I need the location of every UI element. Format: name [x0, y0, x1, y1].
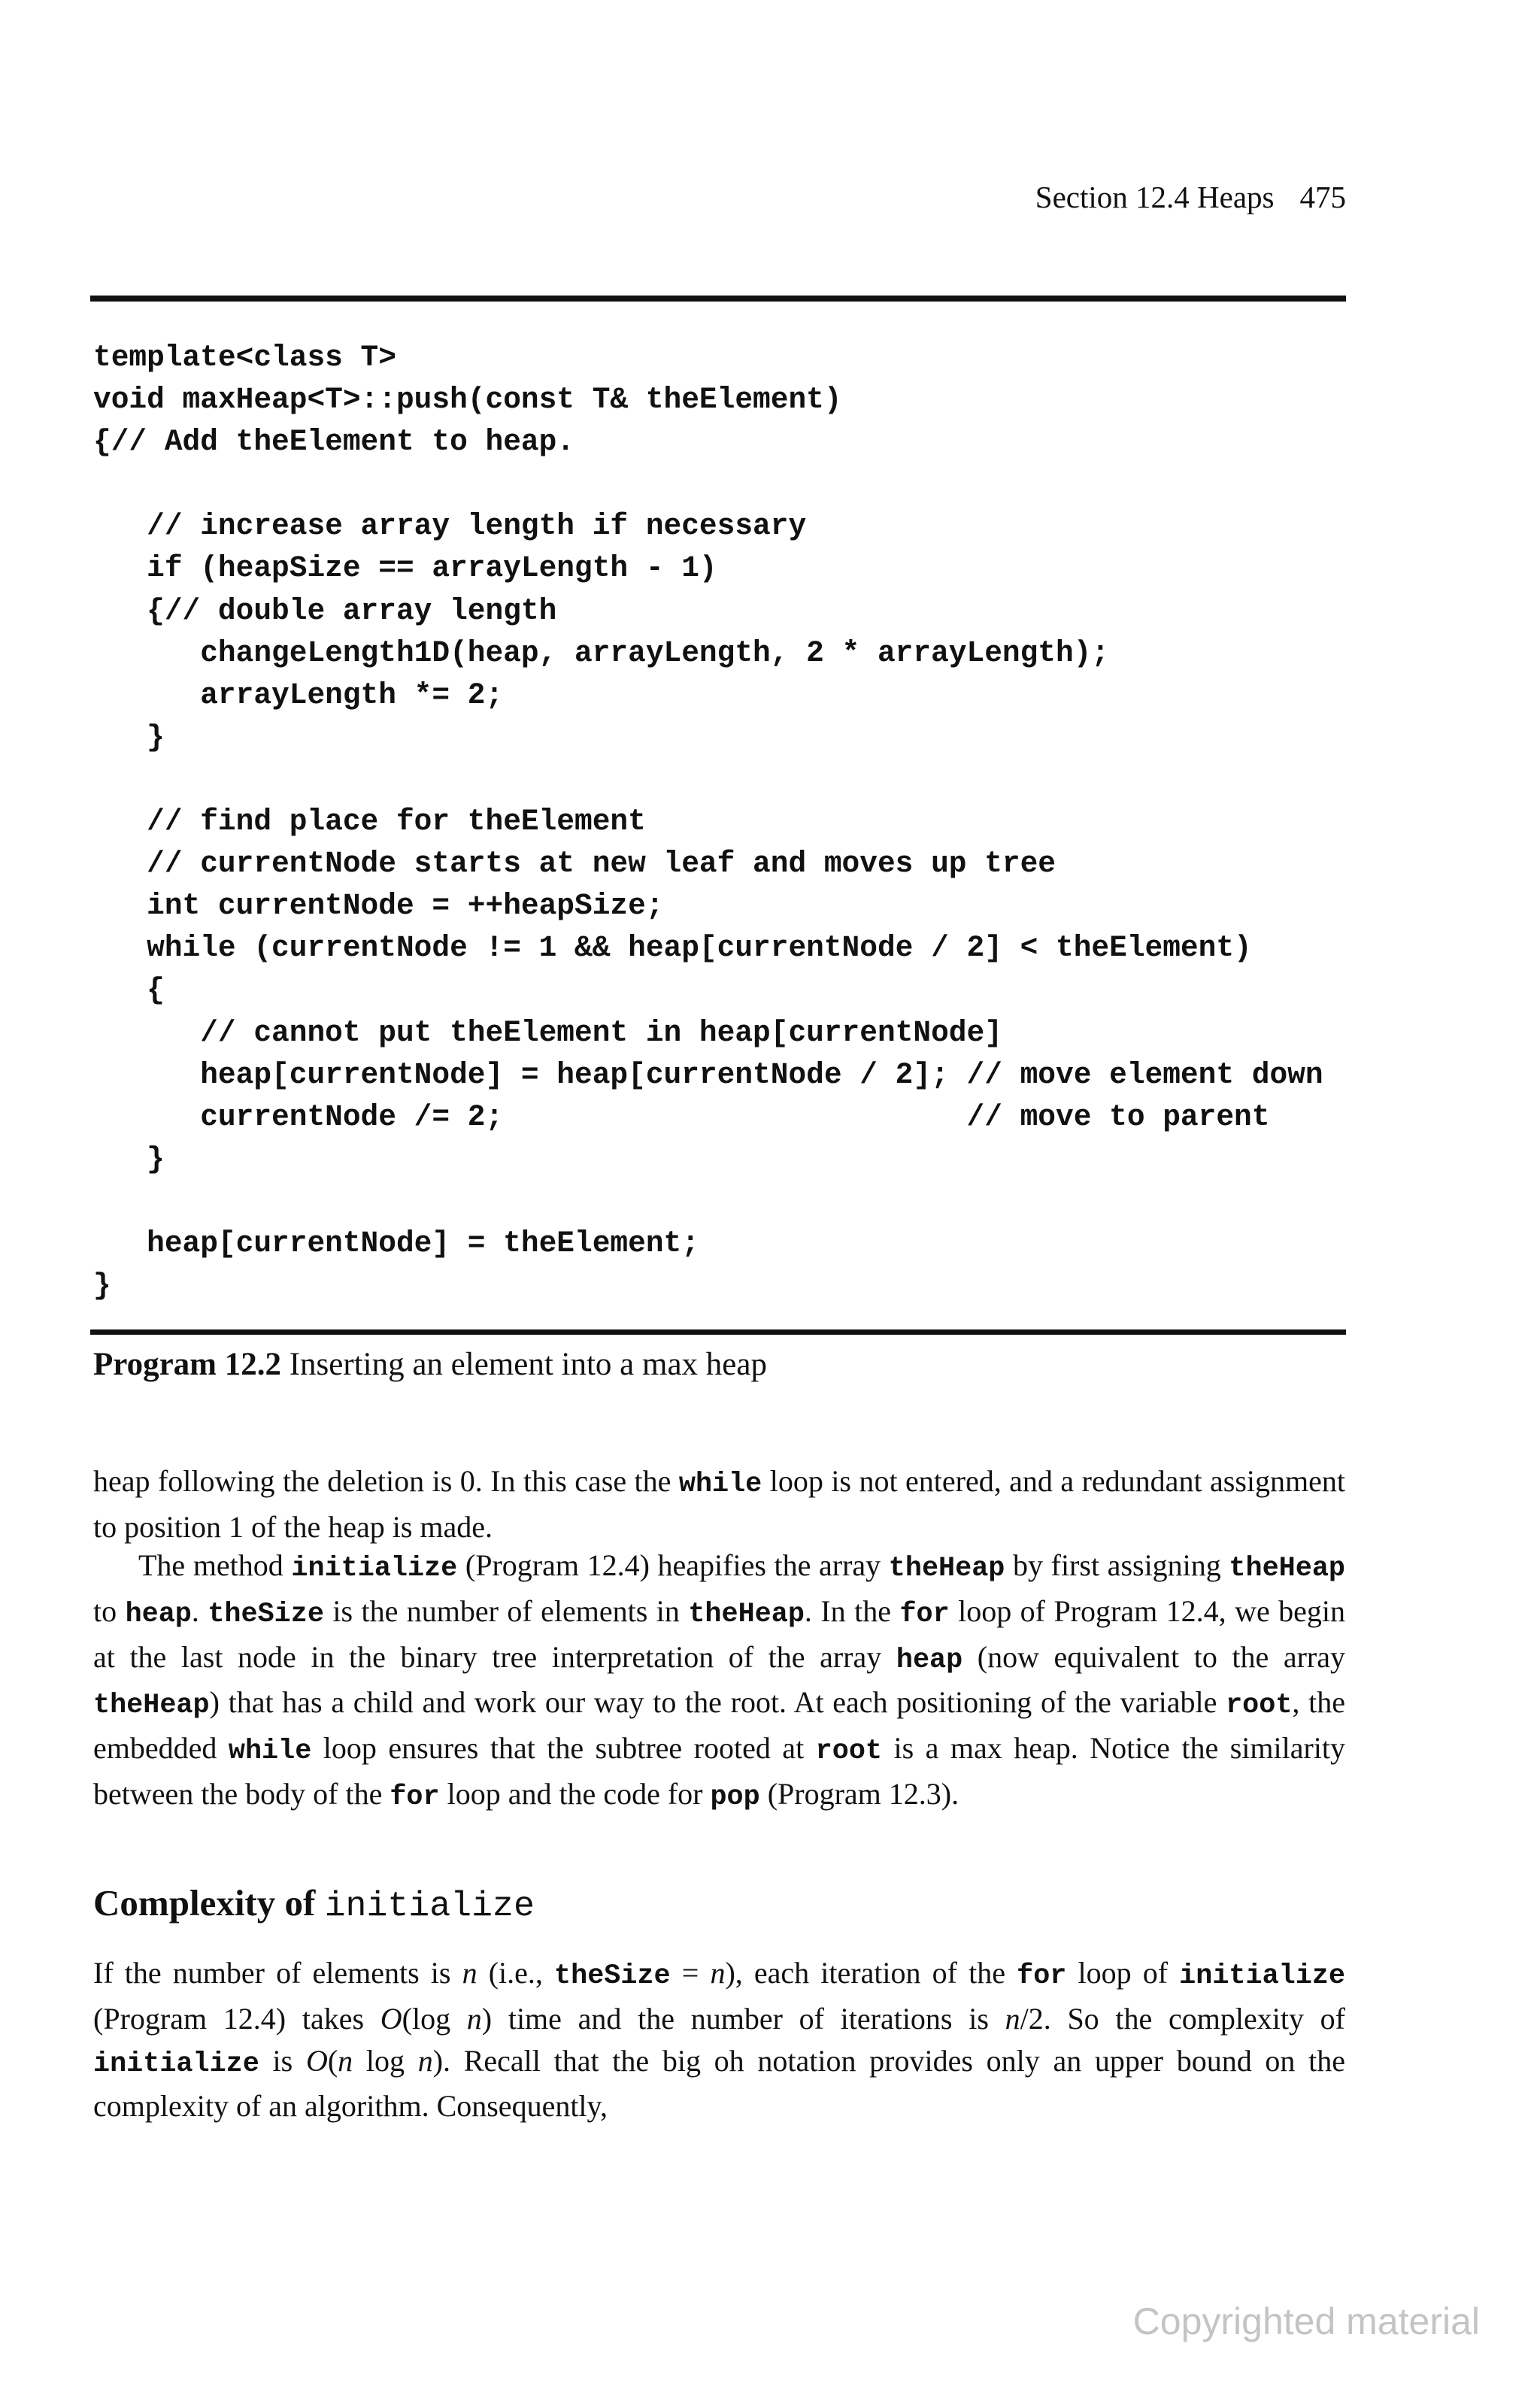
inline-code: root: [1226, 1690, 1293, 1722]
inline-code: for: [899, 1598, 950, 1630]
math-variable: O: [380, 2001, 402, 2036]
math-variable: n: [417, 2043, 433, 2078]
text-run: is a max heap. Notice the similarity between the body of the: [93, 1731, 1346, 1811]
text-run: ). Recall that the big oh notation provides only an upper bound on the complexity of an algorithm. Consequently,: [93, 2043, 1345, 2124]
code-listing: [93, 337, 1323, 1307]
text-run: loop of: [1066, 1956, 1180, 1990]
math-variable: n: [1005, 2001, 1020, 2036]
inline-code: for: [390, 1781, 440, 1813]
code-line: while (currentNode != 1 && heap[currentNode / 2] < theElement): [93, 931, 1252, 966]
text-run: loop and the code for: [439, 1776, 711, 1811]
inline-code: heap: [896, 1644, 963, 1676]
inline-code: initialize: [291, 1553, 458, 1584]
code-line: // cannot put theElement in heap[currentNode]: [93, 1015, 1002, 1050]
code-line: int currentNode = ++heapSize;: [93, 889, 664, 923]
text-run: (Program 12.4) heapifies the array: [457, 1548, 889, 1582]
math-variable: n: [462, 1956, 477, 1990]
watermark: Copyrighted material: [1132, 2300, 1480, 2342]
text-run: heap following the deletion is 0. In this case the: [93, 1464, 679, 1498]
code-line: {// Add theElement to heap.: [93, 425, 575, 459]
inline-code: while: [678, 1469, 762, 1500]
inline-code: theSize: [208, 1598, 324, 1630]
inline-code: initialize: [93, 2048, 259, 2080]
code-line: arrayLength *= 2;: [93, 678, 504, 712]
text-run: is the number of elements in: [323, 1593, 689, 1628]
inline-code: heap: [125, 1598, 192, 1630]
heading-code: initialize: [324, 1886, 535, 1926]
paragraph-3: [93, 1952, 1345, 2127]
code-line: {// double array length: [93, 593, 557, 628]
caption-text: Inserting an element into a max heap: [280, 1347, 767, 1382]
text-run: /2. So the complexity of: [1020, 2001, 1345, 2036]
code-line: }: [93, 1269, 111, 1303]
code-line: // currentNode starts at new leaf and moves up tree: [93, 847, 1056, 881]
code-line: heap[currentNode] = theElement;: [93, 1226, 699, 1260]
text-run: ) time and the number of iterations is: [481, 2001, 1005, 2036]
text-run: (Program 12.3).: [759, 1776, 959, 1811]
inline-code: initialize: [1179, 1960, 1345, 1992]
text-run: =: [670, 1956, 711, 1990]
inline-code: pop: [710, 1781, 760, 1813]
code-line: changeLength1D(heap, arrayLength, 2 * arrayLength);: [93, 635, 1110, 670]
paragraph-1: [93, 1460, 1345, 1548]
code-line: }: [93, 720, 165, 754]
page-number: 475: [1299, 180, 1346, 214]
code-line: template<class T>: [93, 341, 396, 374]
inline-code: theSize: [554, 1960, 671, 1992]
text-run: loop of Program 12.4, we begin at the last node in the binary tree interpretation of the array: [93, 1593, 1346, 1674]
text-run: loop is not entered, and a redundant assignment to position 1 of the heap is made.: [93, 1464, 1345, 1544]
inline-code: for: [1017, 1960, 1067, 1992]
text-run: . In the: [804, 1593, 900, 1628]
math-variable: O: [305, 2043, 328, 2078]
text-run: (now equivalent to the array: [962, 1639, 1346, 1674]
paragraph-2: [93, 1545, 1345, 1819]
running-header: [90, 179, 1346, 215]
text-run: (Program 12.4) takes: [93, 2001, 380, 2036]
inline-code: theHeap: [1229, 1553, 1345, 1584]
text-run: is: [259, 2043, 306, 2078]
section-heading: [93, 1881, 535, 1926]
bottom-rule: [90, 1329, 1346, 1335]
inline-code: theHeap: [888, 1553, 1005, 1584]
text-run: The method: [138, 1548, 292, 1582]
section-title: Section 12.4 Heaps: [1035, 180, 1275, 214]
text-run: , the embedded: [93, 1685, 1345, 1766]
text-run: to: [93, 1593, 126, 1628]
code-line: if (heapSize == arrayLength - 1): [93, 551, 717, 586]
code-line: heap[currentNode] = heap[currentNode / 2]; // move element down: [93, 1057, 1323, 1092]
text-run: (i.e.,: [477, 1956, 555, 1990]
program-caption: [93, 1346, 767, 1383]
caption-label: Program 12.2: [93, 1347, 281, 1382]
text-run: by first assigning: [1005, 1548, 1229, 1582]
inline-code: root: [815, 1736, 882, 1768]
code-line: }: [93, 1141, 165, 1176]
math-variable: n: [338, 2043, 353, 2078]
math-variable: n: [466, 2001, 482, 2036]
text-run: (log: [402, 2001, 467, 2036]
inline-code: while: [228, 1736, 312, 1768]
text-run: ) that has a child and work our way to the root. At each positioning of the variable: [209, 1685, 1226, 1720]
text-run: .: [191, 1593, 208, 1628]
code-line: void maxHeap<T>::push(const T& theElement): [93, 383, 842, 417]
text-run: log: [353, 2043, 418, 2078]
code-line: // find place for theElement: [93, 805, 646, 839]
heading-text: Complexity of: [93, 1882, 325, 1924]
text-run: loop ensures that the subtree rooted at: [311, 1731, 816, 1766]
inline-code: theHeap: [93, 1690, 210, 1722]
inline-code: theHeap: [688, 1598, 805, 1630]
top-rule: [90, 296, 1346, 302]
text-run: If the number of elements is: [93, 1956, 462, 1990]
text-run: ), each iteration of the: [725, 1956, 1017, 1990]
math-variable: n: [710, 1956, 726, 1990]
code-line: currentNode /= 2; // move to parent: [93, 1099, 1270, 1134]
text-run: (: [327, 2043, 338, 2078]
code-line: // increase array length if necessary: [93, 509, 807, 544]
code-line: {: [93, 973, 165, 1008]
